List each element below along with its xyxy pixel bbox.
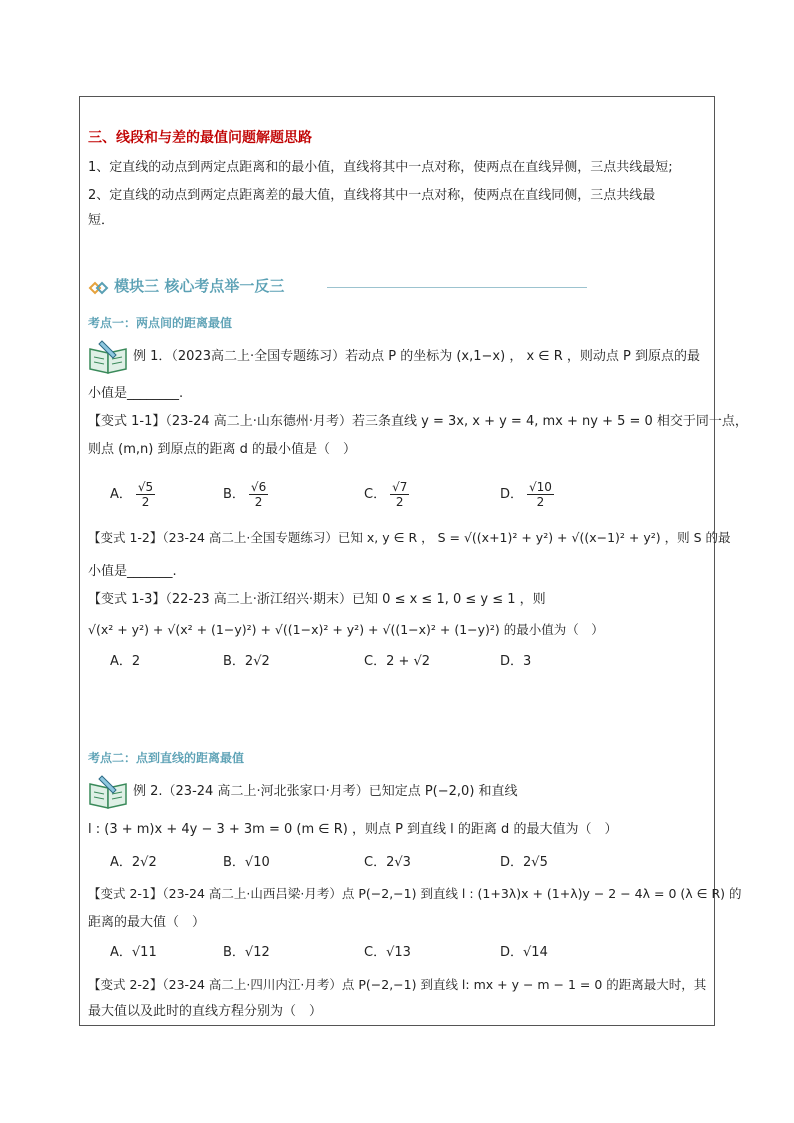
option-fraction [390, 480, 409, 509]
example-2-option-d: D．2√5 [500, 855, 548, 870]
variant-1-3-line1: 【变式 1-3】（22-23 高二上·浙江绍兴·期末）已知 0 ≤ x ≤ 1, 0 ≤ y ≤ 1 ，则 [88, 592, 546, 607]
variant-1-2-line2: 小值是_______. [88, 564, 177, 579]
variant-2-1-option-b: B．√12 [223, 945, 270, 960]
variant-2-1-option-d: D．√14 [500, 945, 548, 960]
fraction-denominator: 2 [254, 495, 263, 509]
option-fraction [527, 480, 554, 509]
option-fraction [249, 480, 268, 509]
example-2-option-b: B．√10 [223, 855, 270, 870]
variant-2-1-option-c: C．√13 [364, 945, 411, 960]
fraction-numerator: √10 [529, 480, 552, 494]
book-pencil-icon [88, 337, 130, 375]
fraction-denominator: 2 [536, 495, 545, 509]
option-label: C． [364, 487, 387, 502]
variant-1-3-option-d: D．3 [500, 654, 532, 669]
variant-1-3-option-b: B．2√2 [223, 654, 270, 669]
option-label: A． [110, 487, 132, 502]
option-label: D． [500, 487, 524, 502]
paragraph-2a: 2、定直线的动点到两定点距离差的最大值，直线将其中一点对称，使两点在直线同侧，三点共线最 [88, 188, 656, 203]
fraction-numerator: √7 [392, 480, 408, 494]
paragraph-1: 1、定直线的动点到两定点距离和的最小值，直线将其中一点对称，使两点在直线异侧，三点共线最短; [88, 160, 673, 175]
variant-1-1-option-b [223, 480, 268, 509]
fraction-denominator: 2 [395, 495, 404, 509]
paragraph-2b: 短． [88, 213, 115, 228]
variant-2-2-line2: 最大值以及此时的直线方程分别为（ ） [88, 1004, 323, 1019]
variant-1-3-line2: √(x² + y²) + √(x² + (1−y)²) + √((1−x)² + y²) + √((1−x)² + (1−y)²) 的最小值为（ ） [88, 622, 604, 637]
variant-2-1-option-a: A．√11 [110, 945, 157, 960]
section-title: 三、线段和与差的最值问题解题思路 [88, 130, 312, 146]
module-header [88, 276, 284, 298]
book-pencil-icon [88, 772, 130, 810]
variant-1-2-line1: 【变式 1-2】（23-24 高二上·全国专题练习）已知 x, y ∈ R ， S = √((x+1)² + y²) + √((x−1)² + y²) ，则 S 的最 [88, 530, 731, 545]
variant-2-1-line2: 距离的最大值（ ） [88, 915, 206, 930]
module-title: 模块三 核心考点举一反三 [114, 277, 285, 295]
example-1-line2: 小值是________. [88, 386, 184, 401]
fraction-denominator: 2 [141, 495, 150, 509]
module-rule [327, 287, 587, 288]
option-fraction [136, 480, 155, 509]
example-2-line1: 例 2.（23-24 高二上·河北张家口·月考）已知定点 P(−2,0) 和直线 [133, 784, 518, 799]
variant-1-1-line1: 【变式 1-1】（23-24 高二上·山东德州·月考）若三条直线 y = 3x, x + y = 4, mx + ny + 5 = 0 相交于同一点， [88, 414, 748, 429]
variant-2-2-line1: 【变式 2-2】（23-24 高二上·四川内江·月考）点 P(−2,−1) 到直线 l: mx + y − m − 1 = 0 的距离最大时，其 [88, 977, 707, 992]
variant-1-3-option-c: C．2 + √2 [364, 654, 431, 669]
example-2-option-c: C．2√3 [364, 855, 411, 870]
fraction-numerator: √5 [137, 480, 154, 494]
variant-1-3-option-a: A．2 [110, 654, 141, 669]
diamond-arrow-icon [88, 280, 110, 296]
variant-1-1-option-a [110, 480, 155, 509]
example-2-option-a: A．2√2 [110, 855, 157, 870]
variant-1-1-option-c [364, 480, 409, 509]
kp1-title: 考点一：两点间的距离最值 [88, 316, 233, 330]
variant-1-1-line2: 则点 (m,n) 到原点的距离 d 的最小值是（ ） [88, 442, 356, 457]
kp2-title: 考点二：点到直线的距离最值 [88, 751, 245, 765]
fraction-numerator: √6 [250, 480, 267, 494]
option-label: B． [223, 487, 245, 502]
variant-1-1-option-d [500, 480, 554, 509]
example-1-line1: 例 1．（2023高二上·全国专题练习）若动点 P 的坐标为 (x,1−x) ， x ∈ R ，则动点 P 到原点的最 [133, 349, 700, 364]
example-2-line2: l : (3 + m)x + 4y − 3 + 3m = 0 (m ∈ R) ，则点 P 到直线 l 的距离 d 的最大值为（ ） [88, 822, 618, 837]
variant-2-1-line1: 【变式 2-1】（23-24 高二上·山西吕梁·月考）点 P(−2,−1) 到直线 l : (1+3λ)x + (1+λ)y − 2 − 4λ = 0 (λ ∈ R) 的 [88, 886, 742, 901]
